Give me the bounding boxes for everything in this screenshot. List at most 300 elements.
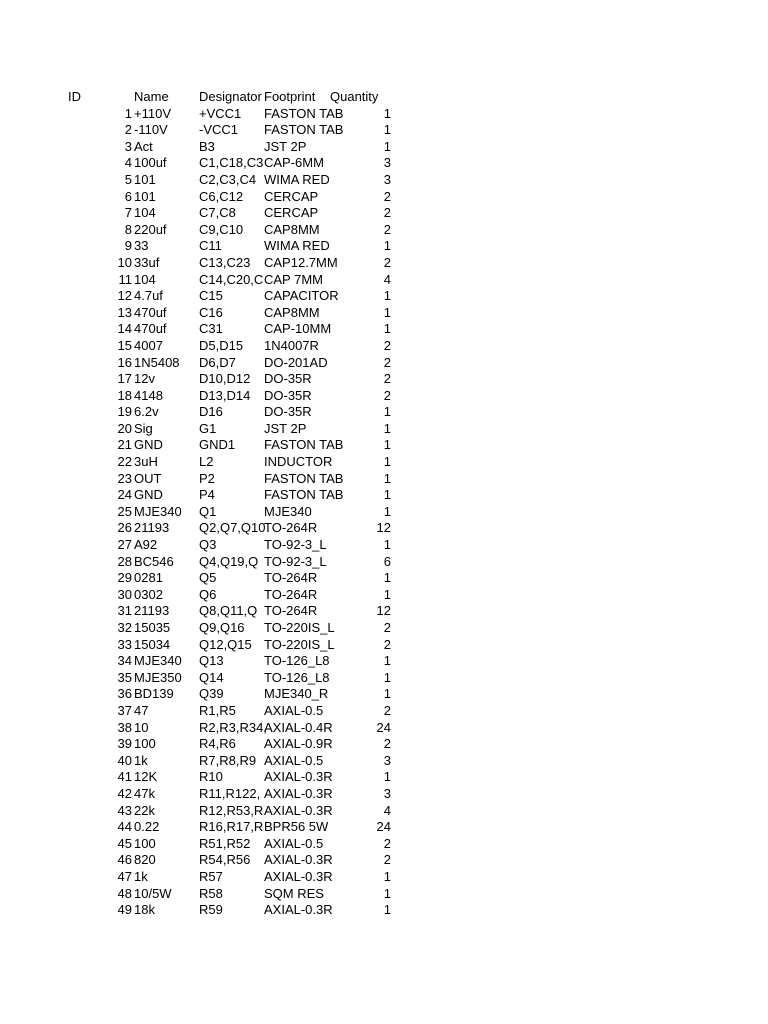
cell-quantity: 3 [383, 155, 391, 171]
cell-designator: L2 [199, 454, 214, 470]
cell-id: 17 [117, 371, 132, 387]
cell-designator: C9,C10 [199, 221, 244, 237]
cell-name: GND [134, 487, 163, 503]
cell-quantity: 1 [383, 238, 391, 254]
cell-id: 14 [117, 321, 132, 337]
cell-designator: Q9,Q16 [199, 620, 245, 635]
cell-designator: Q1 [199, 503, 217, 519]
cell-footprint: CERCAP [264, 205, 319, 221]
cell-designator: D10,D12 [199, 371, 251, 387]
cell-id: 30 [117, 586, 132, 602]
cell-designator: R51,R52 [199, 835, 251, 851]
cell-footprint: AXIAL-0.4R [264, 719, 333, 735]
cell-name: 0281 [134, 570, 163, 586]
cell-name: BD139 [134, 686, 174, 702]
cell-footprint: MJE340 [264, 503, 312, 519]
cell-quantity: 2 [383, 852, 391, 868]
table-row [0, 570, 768, 587]
table-row [0, 670, 768, 687]
cell-quantity: 1 [383, 288, 391, 304]
cell-designator: C2,C3,C4 [199, 171, 257, 187]
cell-footprint: MJE340_R [264, 686, 329, 702]
cell-quantity: 3 [383, 752, 391, 768]
header-id: ID [68, 89, 81, 104]
cell-designator: C31 [199, 321, 223, 337]
table-row [0, 338, 768, 355]
cell-quantity: 1 [383, 105, 391, 121]
cell-id: 36 [117, 686, 132, 702]
cell-designator: Q5 [199, 570, 217, 586]
cell-quantity: 1 [383, 304, 391, 320]
cell-id: 27 [117, 537, 132, 553]
cell-quantity: 1 [383, 404, 391, 420]
cell-quantity: 1 [383, 138, 391, 154]
table-row [0, 504, 768, 521]
cell-quantity: 1 [383, 122, 391, 138]
table-row [0, 305, 768, 322]
cell-designator: R54,R56 [199, 852, 251, 868]
cell-footprint: AXIAL-0.3R [264, 802, 333, 818]
cell-footprint: TO-264R [264, 520, 318, 536]
table-row [0, 238, 768, 255]
cell-name: A92 [134, 537, 158, 553]
cell-designator: +VCC1 [199, 105, 242, 121]
cell-id: 34 [117, 653, 132, 669]
cell-name: 100 [134, 736, 156, 752]
cell-id: 23 [117, 470, 132, 486]
cell-footprint: TO-92-3_L [264, 537, 327, 553]
table-row [0, 122, 768, 139]
cell-quantity: 2 [383, 736, 391, 752]
cell-name: MJE340 [134, 653, 182, 669]
cell-quantity: 1 [383, 868, 391, 884]
table-row [0, 272, 768, 289]
cell-name: 12K [134, 769, 158, 785]
cell-designator: B3 [199, 138, 215, 154]
cell-designator: P4 [199, 487, 215, 503]
cell-name: 100 [134, 835, 156, 851]
cell-id: 9 [124, 238, 132, 254]
cell-quantity: 2 [383, 221, 391, 237]
cell-footprint: CAP-6MM [264, 155, 324, 171]
cell-id: 7 [124, 205, 132, 221]
table-row [0, 587, 768, 604]
cell-name: 47k [134, 785, 155, 801]
table-row [0, 819, 768, 836]
table-row [0, 371, 768, 388]
cell-quantity: 1 [383, 487, 391, 503]
header-designator: Designator [199, 89, 262, 104]
cell-footprint: 1N4007R [264, 337, 319, 353]
table-row [0, 454, 768, 471]
cell-designator: D5,D15 [199, 337, 244, 353]
table-row [0, 139, 768, 156]
cell-designator: GND1 [199, 437, 236, 453]
cell-designator: C15 [199, 288, 223, 304]
table-row [0, 106, 768, 123]
table-row [0, 421, 768, 438]
cell-id: 43 [117, 802, 132, 818]
cell-id: 4 [124, 155, 132, 171]
cell-quantity: 2 [383, 636, 391, 652]
cell-name: GND [134, 437, 163, 453]
table-row [0, 437, 768, 454]
cell-id: 44 [117, 819, 132, 835]
cell-id: 37 [117, 702, 132, 718]
cell-name: BC546 [134, 553, 174, 569]
cell-name: 1k [134, 868, 148, 884]
table-row [0, 288, 768, 305]
cell-id: 49 [117, 902, 132, 918]
cell-designator: D13,D14 [199, 387, 251, 403]
cell-footprint: CAP 7MM [264, 271, 323, 287]
cell-footprint: SQM RES [264, 885, 324, 901]
cell-designator: C16 [199, 304, 223, 320]
cell-name: 220uf [134, 221, 167, 237]
cell-designator: D16 [199, 404, 223, 420]
cell-id: 19 [117, 404, 132, 420]
cell-name: 0.22 [134, 819, 160, 835]
cell-name: 100uf [134, 155, 167, 171]
table-row [0, 803, 768, 820]
table-row [0, 720, 768, 737]
table-body [0, 106, 768, 919]
cell-id: 8 [124, 221, 132, 237]
cell-id: 25 [117, 503, 132, 519]
cell-quantity: 1 [383, 686, 391, 702]
table-row [0, 554, 768, 571]
cell-designator: -VCC1 [199, 122, 239, 138]
cell-footprint: TO-264R [264, 586, 318, 602]
cell-quantity: 2 [383, 620, 391, 635]
table-row [0, 255, 768, 272]
cell-footprint: DO-35R [264, 371, 312, 387]
table-row [0, 769, 768, 786]
cell-id: 22 [117, 454, 132, 470]
cell-id: 42 [117, 785, 132, 801]
cell-id: 16 [117, 354, 132, 370]
cell-name: 4148 [134, 387, 163, 403]
cell-footprint: CAP12.7MM [264, 254, 338, 270]
cell-footprint: WIMA RED [264, 171, 330, 187]
cell-designator: Q8,Q11,Q [199, 603, 258, 619]
cell-designator: D6,D7 [199, 354, 236, 370]
table-row [0, 189, 768, 206]
cell-quantity: 2 [383, 387, 391, 403]
cell-name: 104 [134, 271, 156, 287]
cell-footprint: TO-264R [264, 603, 318, 619]
cell-quantity: 24 [376, 819, 391, 835]
cell-id: 41 [117, 769, 132, 785]
cell-name: 1N5408 [134, 354, 180, 370]
cell-name: 4.7uf [134, 288, 163, 304]
table-row [0, 836, 768, 853]
cell-footprint: FASTON TAB [264, 105, 344, 121]
cell-footprint: CERCAP [264, 188, 319, 204]
cell-id: 33 [117, 636, 132, 652]
cell-designator: R11,R122, [199, 785, 261, 801]
cell-designator: R16,R17,R [199, 819, 264, 835]
cell-designator: R12,R53,R [199, 802, 264, 818]
cell-name: 3uH [134, 454, 158, 470]
table-row [0, 886, 768, 903]
cell-quantity: 12 [376, 520, 391, 536]
cell-name: 47 [134, 702, 149, 718]
cell-id: 28 [117, 553, 132, 569]
cell-quantity: 1 [383, 769, 391, 785]
cell-footprint: AXIAL-0.5 [264, 835, 324, 851]
cell-footprint: DO-35R [264, 404, 312, 420]
cell-name: 104 [134, 205, 156, 221]
table-row [0, 902, 768, 919]
cell-id: 10 [117, 254, 132, 270]
cell-designator: R57 [199, 868, 223, 884]
cell-footprint: WIMA RED [264, 238, 330, 254]
header-row [0, 89, 768, 106]
cell-designator: C11 [199, 238, 222, 254]
cell-id: 11 [118, 271, 132, 287]
cell-designator: P2 [199, 470, 215, 486]
cell-footprint: AXIAL-0.5 [264, 752, 324, 768]
cell-footprint: INDUCTOR [264, 454, 333, 470]
cell-designator: R7,R8,R9 [199, 752, 257, 768]
table-row [0, 686, 768, 703]
cell-footprint: FASTON TAB [264, 437, 344, 453]
cell-footprint: TO-220IS_L [264, 636, 335, 652]
cell-id: 45 [117, 835, 132, 851]
table-row [0, 537, 768, 554]
cell-footprint: FASTON TAB [264, 122, 344, 138]
cell-id: 1 [124, 105, 132, 121]
cell-designator: C7,C8 [199, 205, 236, 221]
cell-footprint: AXIAL-0.3R [264, 769, 333, 785]
table-row [0, 155, 768, 172]
cell-name: 4007 [134, 337, 163, 353]
cell-footprint: CAP8MM [264, 221, 320, 237]
cell-designator: Q39 [199, 686, 224, 702]
cell-quantity: 3 [383, 785, 391, 801]
cell-designator: R59 [199, 902, 223, 918]
table-row [0, 869, 768, 886]
cell-name: MJE340 [134, 503, 182, 519]
cell-quantity: 3 [383, 171, 391, 187]
table-row [0, 471, 768, 488]
cell-id: 31 [117, 603, 132, 619]
cell-id: 13 [117, 304, 132, 320]
cell-id: 47 [117, 868, 132, 884]
cell-name: MJE350 [134, 669, 182, 685]
cell-id: 18 [117, 387, 132, 403]
cell-id: 29 [117, 570, 132, 586]
cell-designator: Q2,Q7,Q10 [199, 520, 266, 536]
cell-quantity: 1 [383, 653, 391, 669]
cell-id: 35 [117, 669, 132, 685]
cell-name: 470uf [134, 304, 167, 320]
cell-quantity: 2 [383, 354, 391, 370]
cell-id: 15 [117, 337, 132, 353]
cell-designator: R4,R6 [199, 736, 236, 752]
table-row [0, 172, 768, 189]
cell-quantity: 1 [383, 669, 391, 685]
cell-footprint: FASTON TAB [264, 487, 344, 503]
cell-designator: G1 [199, 420, 217, 436]
table-row [0, 703, 768, 720]
cell-footprint: TO-264R [264, 570, 318, 586]
cell-name: 470uf [134, 321, 167, 337]
cell-name: 33 [134, 238, 149, 254]
cell-name: 101 [134, 171, 156, 187]
cell-id: 48 [117, 885, 132, 901]
cell-quantity: 2 [383, 205, 391, 221]
cell-name: 21193 [134, 603, 170, 619]
cell-quantity: 1 [383, 420, 391, 436]
table-row [0, 786, 768, 803]
cell-quantity: 1 [383, 570, 391, 586]
table-row [0, 355, 768, 372]
cell-quantity: 12 [376, 603, 391, 619]
table-row [0, 753, 768, 770]
cell-footprint: AXIAL-0.3R [264, 852, 333, 868]
cell-quantity: 1 [383, 503, 391, 519]
cell-name: 10/5W [134, 885, 172, 901]
cell-footprint: TO-92-3_L [264, 553, 327, 569]
cell-designator: Q6 [199, 586, 217, 602]
cell-footprint: TO-220IS_L [264, 620, 335, 635]
cell-name: 18k [134, 902, 155, 918]
cell-quantity: 2 [383, 371, 391, 387]
cell-id: 5 [124, 171, 132, 187]
cell-name: 10 [134, 719, 149, 735]
cell-designator: C1,C18,C3 [199, 155, 264, 171]
cell-quantity: 1 [383, 454, 391, 470]
cell-footprint: DO-201AD [264, 354, 328, 370]
cell-id: 2 [124, 122, 132, 138]
cell-designator: C6,C12 [199, 188, 244, 204]
cell-footprint: CAP-10MM [264, 321, 332, 337]
cell-footprint: CAP8MM [264, 304, 320, 320]
table-row [0, 736, 768, 753]
cell-id: 39 [117, 736, 132, 752]
cell-designator: C14,C20,C [199, 271, 264, 287]
cell-footprint: AXIAL-0.3R [264, 868, 333, 884]
cell-footprint: FASTON TAB [264, 470, 344, 486]
cell-name: OUT [134, 470, 162, 486]
cell-footprint: AXIAL-0.3R [264, 785, 333, 801]
table-row [0, 620, 768, 637]
cell-quantity: 24 [376, 719, 391, 735]
cell-name: Sig [134, 420, 153, 436]
cell-name: 22k [134, 802, 155, 818]
cell-footprint: TO-126_L8 [264, 669, 330, 685]
cell-id: 46 [117, 852, 132, 868]
cell-footprint: JST 2P [264, 138, 307, 154]
cell-name: 15035 [134, 620, 171, 635]
table-row [0, 404, 768, 421]
cell-quantity: 1 [383, 321, 391, 337]
cell-quantity: 1 [383, 537, 391, 553]
header-name: Name [134, 89, 169, 104]
cell-id: 38 [117, 719, 132, 735]
cell-footprint: DO-35R [264, 387, 312, 403]
cell-quantity: 2 [383, 337, 391, 353]
cell-quantity: 4 [383, 802, 391, 818]
cell-id: 3 [124, 138, 132, 154]
cell-designator: R2,R3,R34, [199, 719, 267, 735]
cell-designator: C13,C23 [199, 254, 251, 270]
cell-name: 1k [134, 752, 148, 768]
cell-id: 32 [117, 620, 132, 635]
cell-name: 12v [134, 371, 155, 387]
cell-quantity: 1 [383, 586, 391, 602]
cell-quantity: 1 [383, 885, 391, 901]
cell-name: 6.2v [134, 404, 159, 420]
cell-footprint: AXIAL-0.5 [264, 702, 324, 718]
cell-quantity: 4 [383, 271, 391, 287]
cell-designator: Q12,Q15 [199, 636, 252, 652]
cell-name: +110V [134, 105, 171, 121]
cell-quantity: 1 [383, 470, 391, 486]
cell-designator: Q13 [199, 653, 224, 669]
cell-footprint: CAPACITOR [264, 288, 339, 304]
cell-name: 0302 [134, 586, 163, 602]
cell-footprint: AXIAL-0.9R [264, 736, 333, 752]
table-row [0, 852, 768, 869]
cell-designator: R1,R5 [199, 702, 236, 718]
header-quantity: Quantity [330, 89, 379, 104]
table-row [0, 388, 768, 405]
cell-name: 21193 [134, 520, 170, 536]
cell-footprint: BPR56 5W [264, 819, 329, 835]
cell-quantity: 2 [383, 254, 391, 270]
cell-name: 15034 [134, 636, 171, 652]
cell-id: 12 [117, 288, 132, 304]
table-row [0, 222, 768, 239]
header-footprint: Footprint [264, 89, 316, 104]
cell-name: -110V [134, 122, 168, 138]
cell-name: 101 [134, 188, 156, 204]
cell-quantity: 1 [383, 902, 391, 918]
cell-quantity: 2 [383, 702, 391, 718]
cell-footprint: JST 2P [264, 420, 307, 436]
cell-id: 26 [117, 520, 132, 536]
table-row [0, 321, 768, 338]
cell-id: 24 [117, 487, 132, 503]
cell-quantity: 2 [383, 188, 391, 204]
cell-name: 33uf [134, 254, 160, 270]
cell-name: 820 [134, 852, 156, 868]
bom-sheet [0, 89, 768, 919]
cell-id: 20 [117, 420, 132, 436]
table-row [0, 637, 768, 654]
table-row [0, 653, 768, 670]
cell-footprint: TO-126_L8 [264, 653, 330, 669]
cell-id: 21 [117, 437, 132, 453]
cell-designator: R10 [199, 769, 223, 785]
cell-id: 40 [117, 752, 132, 768]
cell-quantity: 1 [383, 437, 391, 453]
cell-id: 6 [124, 188, 132, 204]
cell-designator: Q3 [199, 537, 217, 553]
cell-footprint: AXIAL-0.3R [264, 902, 333, 918]
table-row [0, 205, 768, 222]
cell-quantity: 2 [383, 835, 391, 851]
table-row [0, 520, 768, 537]
cell-designator: Q4,Q19,Q [199, 553, 259, 569]
cell-quantity: 6 [383, 553, 391, 569]
cell-designator: R58 [199, 885, 223, 901]
table-row [0, 487, 768, 504]
cell-designator: Q14 [199, 669, 224, 685]
